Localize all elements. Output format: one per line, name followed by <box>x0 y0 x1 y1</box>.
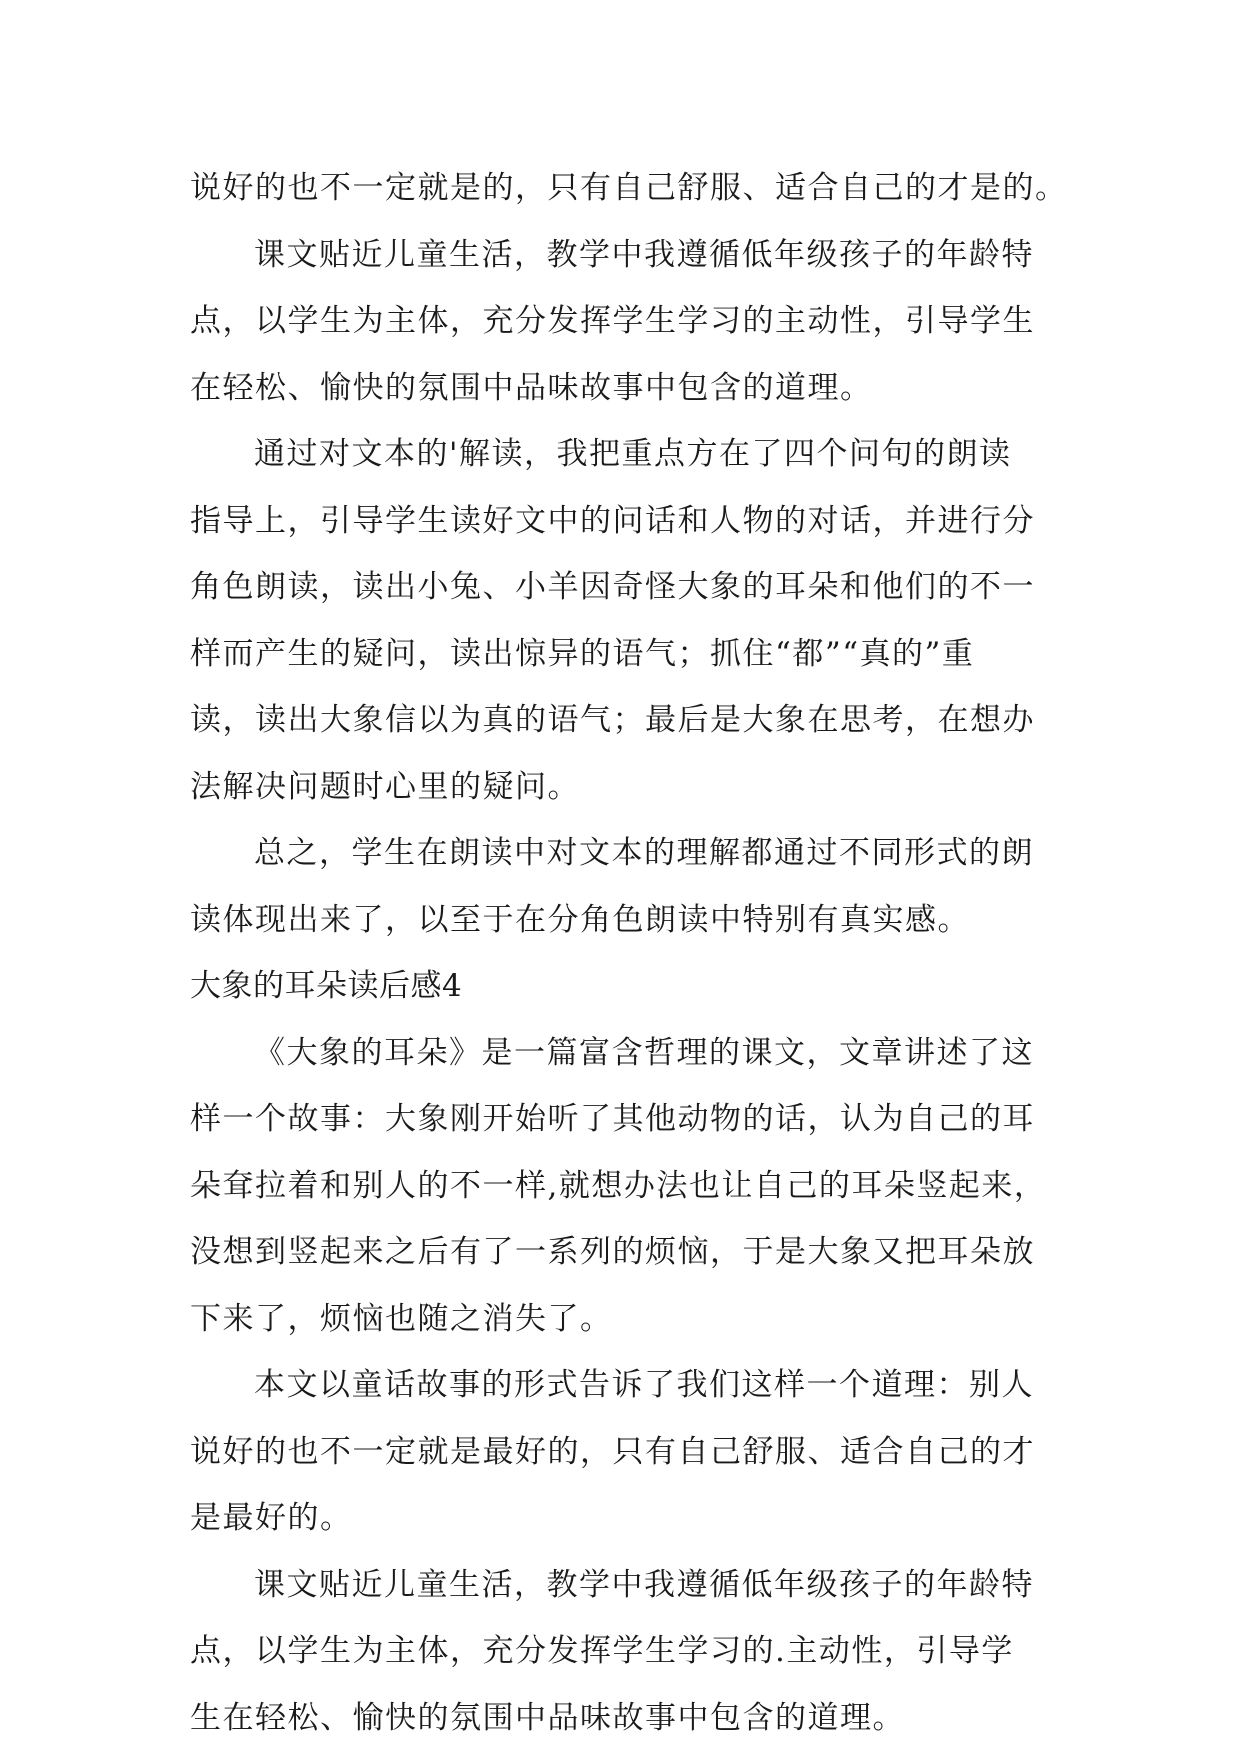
text-line: 法解决问题时心里的疑问。 <box>190 768 580 805</box>
text-line: 读体现出来了，以至于在分角色朗读中特别有真实感。 <box>190 901 970 938</box>
text-line: 总之，学生在朗读中对文本的理解都通过不同形式的朗 <box>254 835 1034 871</box>
text-line: 《大象的耳朵》是一篇富含哲理的课文，文章讲述了这 <box>254 1034 1034 1071</box>
text-line: 指导上，引导学生读好文中的问话和人物的对话，并进行分 <box>190 502 1035 539</box>
text-line: 样一个故事：大象刚开始听了其他动物的话，认为自己的耳 <box>190 1101 1035 1137</box>
document-body <box>190 155 1068 1751</box>
text-line: 角色朗读，读出小兔、小羊因奇怪大象的耳朵和他们的不一 <box>190 569 1035 605</box>
text-line: 在轻松、愉快的氛围中品味故事中包含的道理。 <box>190 369 873 406</box>
text-line: 说好的也不一定就是的，只有自己舒服、适合自己的才是的。 <box>190 170 1068 206</box>
text-line: 朵耷拉着和别人的不一样,就想办法也让自己的耳朵竖起来， <box>190 1167 1047 1204</box>
text-line: 样而产生的疑问，读出惊异的语气；抓住“都”“真的”重 <box>190 635 975 672</box>
text-line: 生在轻松、愉快的氛围中品味故事中包含的道理。 <box>190 1699 905 1736</box>
text-line: 通过对文本的'解读，我把重点方在了四个问句的朗读 <box>254 436 1012 472</box>
text-line: 课文贴近儿童生活，教学中我遵循低年级孩子的年龄特 <box>254 1566 1034 1603</box>
text-line: 没想到竖起来之后有了一系列的烦恼，于是大象又把耳朵放 <box>190 1234 1035 1270</box>
text-line: 下来了，烦恼也随之消失了。 <box>190 1300 613 1337</box>
text-line: 是最好的。 <box>190 1500 353 1536</box>
text-line: 点，以学生为主体，充分发挥学生学习的主动性，引导学生 <box>190 303 1035 339</box>
text-line: 读，读出大象信以为真的语气；最后是大象在思考，在想办 <box>190 702 1035 738</box>
text-line: 点，以学生为主体，充分发挥学生学习的.主动性，引导学 <box>190 1633 1014 1669</box>
section-heading: 大象的耳朵读后感4 <box>190 968 463 1004</box>
text-line: 本文以童话故事的形式告诉了我们这样一个道理：别人 <box>254 1367 1034 1403</box>
text-line: 课文贴近儿童生活，教学中我遵循低年级孩子的年龄特 <box>254 236 1034 273</box>
text-line: 说好的也不一定就是最好的，只有自己舒服、适合自己的才 <box>190 1433 1035 1470</box>
